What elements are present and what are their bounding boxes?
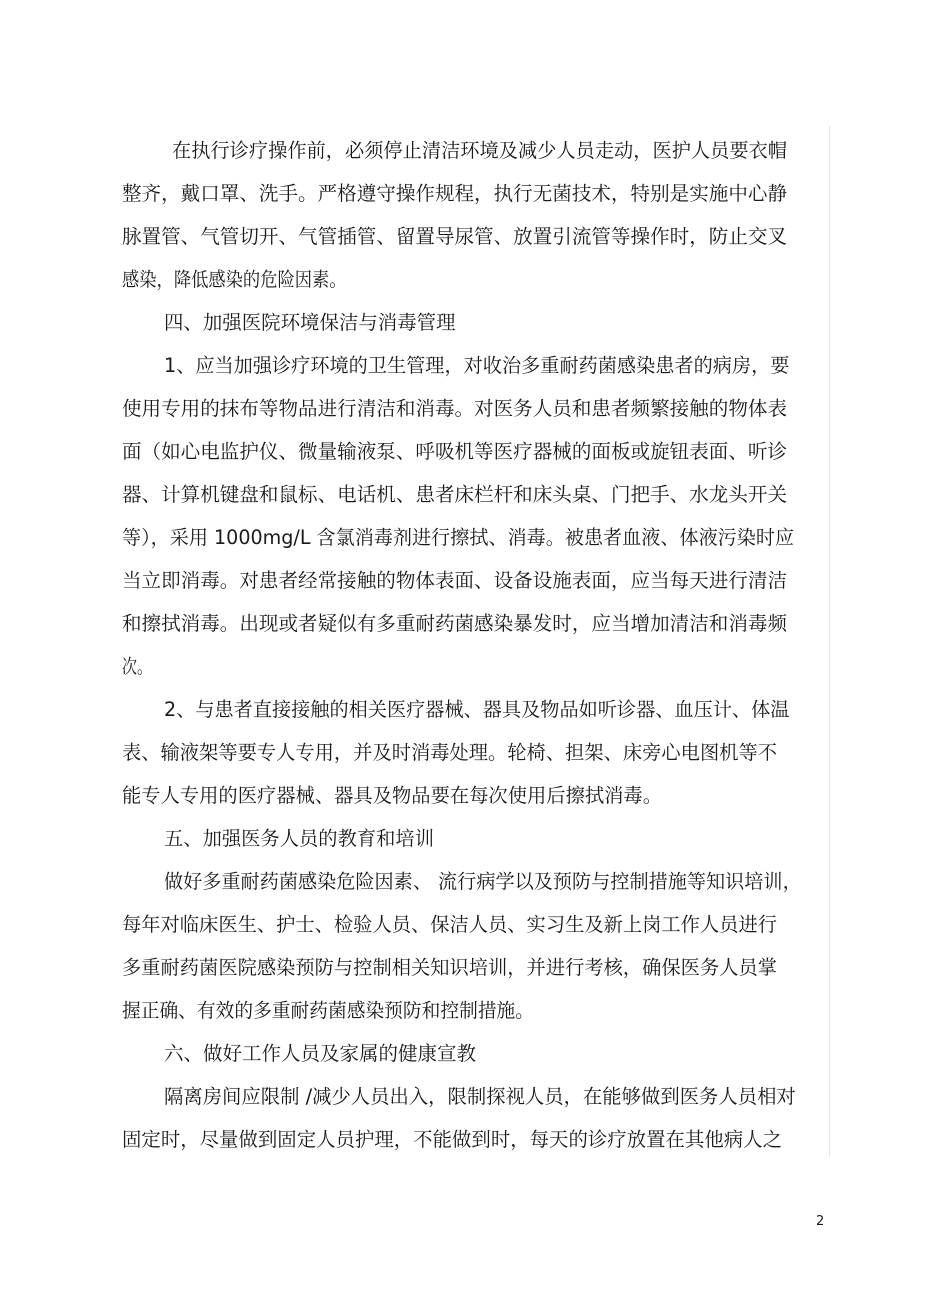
text-line: 握正确、有效的多重耐药菌感染预防和控制措施。 bbox=[122, 999, 535, 1022]
page-number: 2 bbox=[816, 1214, 825, 1229]
text-line: 和擦拭消毒。出现或者疑似有多重耐药菌感染暴发时，应当增加清洁和消毒频 bbox=[122, 612, 788, 635]
text-line: 固定时，尽量做到固定人员护理，不能做到时，每天的诊疗放置在其他病人之 bbox=[122, 1128, 783, 1151]
text-line: 在执行诊疗操作前，必须停止清洁环境及减少人员走动，医护人员要衣帽 bbox=[172, 139, 788, 162]
text-line: 四、加强医院环境保洁与消毒管理 bbox=[164, 311, 456, 334]
text-line: 多重耐药菌医院感染预防与控制相关知识培训，并进行考核，确保医务人员掌 bbox=[122, 956, 778, 979]
text-line: 当立即消毒。对患者经常接触的物体表面、设备设施表面，应当每天进行清洁 bbox=[122, 569, 788, 592]
text-line: 整齐，戴口罩、洗手。严格遵守操作规程，执行无菌技术，特别是实施中心静 bbox=[122, 182, 788, 205]
text-line: 五、加强医务人员的教育和培训 bbox=[164, 827, 435, 850]
text-line: 次。 bbox=[122, 655, 153, 678]
text-line: 使用专用的抹布等物品进行清洁和消毒。对医务人员和患者频繁接触的物体表 bbox=[122, 397, 788, 420]
text-line: 六、做好工作人员及家属的健康宣教 bbox=[164, 1042, 477, 1065]
text-line: 每年对临床医生、护士、检验人员、保洁人员、实习生及新上岗工作人员进行 bbox=[122, 913, 778, 936]
text-line: 隔离房间应限制 /减少人员出入，限制探视人员，在能够做到医务人员相对 bbox=[164, 1085, 796, 1108]
margin-rule bbox=[829, 126, 830, 1156]
text-line: 感染，降低感染的危险因素。 bbox=[122, 268, 347, 291]
text-line: 能专人专用的医疗器械、器具及物品要在每次使用后擦拭消毒。 bbox=[122, 784, 663, 807]
text-line: 表、输液架等要专人专用，并及时消毒处理。轮椅、担架、床旁心电图机等不 bbox=[122, 741, 778, 764]
text-line: 2、与患者直接接触的相关医疗器械、器具及物品如听诊器、血压计、体温 bbox=[164, 698, 790, 721]
text-line: 脉置管、气管切开、气管插管、留置导尿管、放置引流管等操作时，防止交叉 bbox=[122, 225, 788, 248]
text-line: 器、计算机键盘和鼠标、电话机、患者床栏杆和床头桌、门把手、水龙头开关 bbox=[122, 483, 788, 506]
text-line: 等），采用 1000mg/L 含氯消毒剂进行擦拭、消毒。被患者血液、体液污染时应 bbox=[122, 526, 795, 549]
text-line: 做好多重耐药菌感染危险因素、 流行病学以及预防与控制措施等知识培训， bbox=[164, 870, 802, 893]
text-line: 面（如心电监护仪、微量输液泵、呼吸机等医疗器械的面板或旋钮表面、听诊 bbox=[122, 440, 788, 463]
text-line: 1、应当加强诊疗环境的卫生管理，对收治多重耐药菌感染患者的病房，要 bbox=[164, 354, 790, 377]
